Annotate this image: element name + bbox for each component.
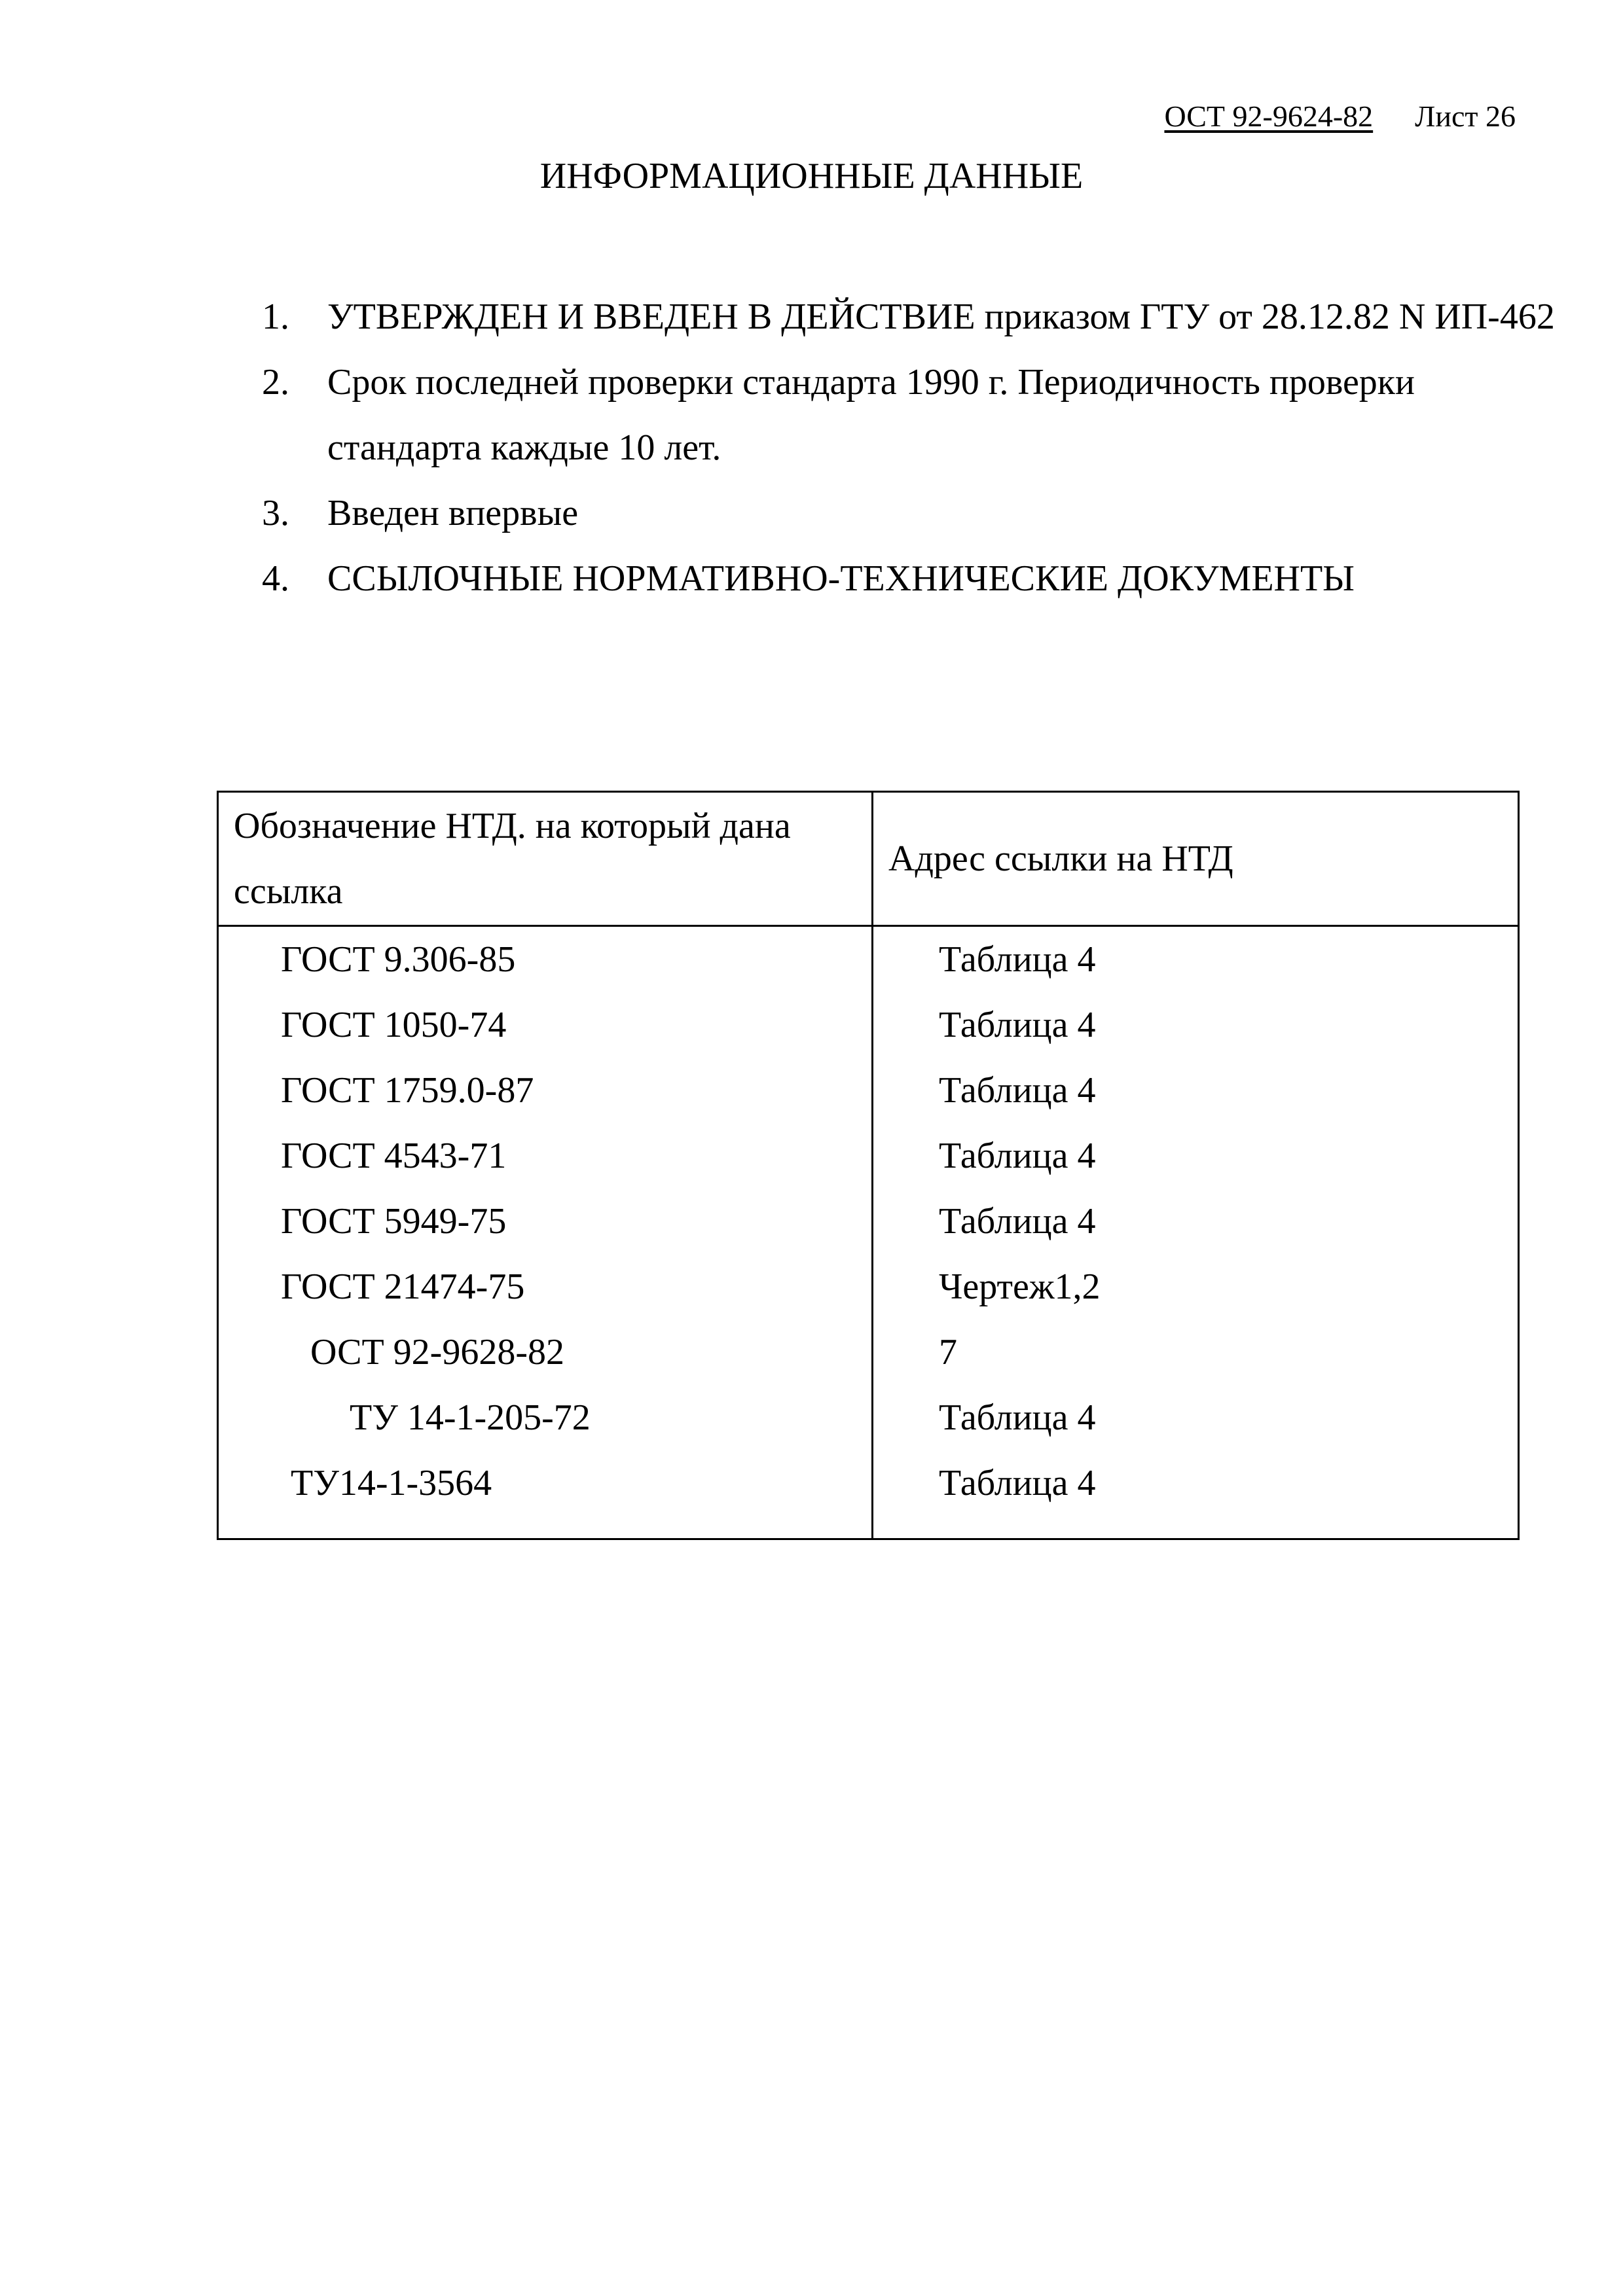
table-cell-document: ГОСТ 5949-75 [218,1189,873,1254]
table-cell-reference: Таблица 4 [873,1385,1519,1450]
list-item [262,284,1558,350]
reference-documents-table [217,791,1520,1540]
column-header-reference: Адрес ссылки на НТД [873,792,1519,926]
table-cell-document: ТУ14-1-3564 [218,1450,873,1516]
table-row [218,1319,1519,1385]
page-title: ИНФОРМАЦИОННЫЕ ДАННЫЕ [539,156,1084,196]
item-number: 1. [262,296,289,337]
column-header-document: Обозначение НТД. на который дана ссылка [218,792,873,926]
table-cell-reference: Таблица 4 [873,1189,1519,1254]
table-row [218,1058,1519,1123]
table-cell-document: ОСТ 92-9628-82 [218,1319,873,1385]
table-cell-document: ГОСТ 21474-75 [218,1254,873,1319]
item-number: 3. [262,493,289,533]
table-cell-reference: Таблица 4 [873,1450,1519,1516]
item-text: УТВЕРЖДЕН И ВВЕДЕН В ДЕЙСТВИЕ приказом ГТУ от 28.12.82 N ИП-462 [327,296,1555,337]
table-cell-reference: Таблица 4 [873,992,1519,1058]
table-cell-document: ГОСТ 9.306-85 [218,926,873,993]
table-cell-reference: Таблица 4 [873,1058,1519,1123]
table-row [218,926,1519,993]
item-number: 4. [262,558,289,599]
list-item [262,546,1558,611]
table-cell-document: ГОСТ 4543-71 [218,1123,873,1189]
table-cell-document: ГОСТ 1050-74 [218,992,873,1058]
table-cell-document: ТУ 14-1-205-72 [218,1385,873,1450]
table-row [218,1189,1519,1254]
table-row [218,1254,1519,1319]
item-number: 2. [262,362,289,403]
list-item [262,480,1558,546]
item-text: Срок последней проверки стандарта 1990 г. Периодичность проверки стандарта каждые 10 лет. [327,362,1415,468]
table-row [218,992,1519,1058]
table-header-row [218,792,1519,926]
table-cell-document: ГОСТ 1759.0-87 [218,1058,873,1123]
table-row [218,1123,1519,1189]
sheet-number: Лист 26 [1415,99,1516,133]
table-cell-reference: Таблица 4 [873,1123,1519,1189]
document-code: ОСТ 92-9624-82 [1164,99,1374,133]
table-cell-reference: Таблица 4 [873,926,1519,993]
item-text: ССЫЛОЧНЫЕ НОРМАТИВНО-ТЕХНИЧЕСКИЕ ДОКУМЕНТЫ [327,558,1355,599]
table-cell-reference: 7 [873,1319,1519,1385]
item-text: Введен впервые [327,493,579,533]
list-item [262,350,1558,480]
table-row [218,1385,1519,1450]
table-bottom-spacer [218,1516,1519,1539]
table-cell-reference: Чертеж1,2 [873,1254,1519,1319]
page-header [1164,97,1516,136]
info-list [262,284,1558,611]
table-row [218,1450,1519,1516]
